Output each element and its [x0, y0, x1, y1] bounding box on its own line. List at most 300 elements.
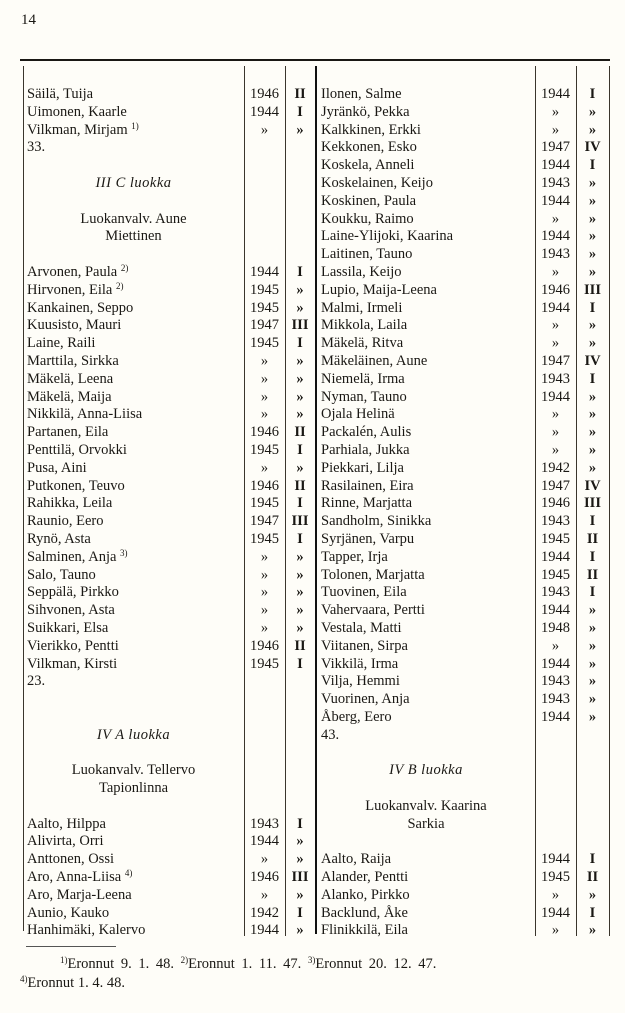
student-name-text: Mäkelä, Maija: [27, 388, 112, 405]
class-level: »: [296, 406, 304, 423]
student-name: [321, 175, 433, 193]
birth-year: »: [260, 886, 269, 903]
class-teacher-text: Luokanvalv. Tellervo: [71, 762, 196, 779]
student-name: [27, 442, 127, 460]
birth-year: 1946: [250, 637, 279, 654]
class-heading-text: IV A luokka: [96, 726, 171, 743]
class-count: [23, 139, 315, 157]
birth-year: 1947: [250, 513, 279, 530]
student-row: [23, 442, 315, 460]
student-name: [321, 887, 410, 905]
student-name-text: Niemelä, Irma: [321, 370, 405, 387]
student-name: [321, 869, 408, 887]
birth-year: 1943: [541, 673, 570, 690]
class-teacher: [317, 816, 610, 834]
student-row: [317, 335, 610, 353]
class-level: I: [589, 86, 596, 102]
class-level: II: [294, 86, 306, 102]
student-name-text: Hirvonen, Eila: [27, 281, 113, 298]
birth-year: 1942: [541, 459, 570, 476]
student-name: [27, 317, 121, 335]
student-name: [321, 531, 414, 549]
student-name-text: Alivirta, Orri: [27, 833, 104, 850]
student-name-text: Rynö, Asta: [27, 530, 91, 547]
birth-year: 1945: [250, 281, 279, 298]
count-text: 33.: [27, 139, 46, 156]
birth-year: 1946: [250, 86, 279, 102]
class-level: »: [296, 352, 304, 369]
footnote-text: Eronnut 9. 1. 48.: [67, 956, 174, 972]
birth-year: 1943: [541, 513, 570, 530]
birth-year: 1945: [250, 335, 279, 352]
left-column: [23, 86, 315, 940]
footnote-line-1: [20, 955, 620, 974]
student-name-text: Koskinen, Paula: [321, 192, 417, 209]
class-level: »: [588, 673, 597, 690]
student-row: [23, 478, 315, 496]
student-row: [317, 460, 610, 478]
class-level: »: [588, 406, 597, 423]
student-row: [23, 460, 315, 478]
class-level: »: [296, 602, 304, 619]
blank-row: [23, 709, 315, 727]
blank-row: [23, 193, 315, 211]
student-name: [321, 691, 410, 709]
student-row: [317, 371, 610, 389]
student-name: [27, 905, 109, 923]
student-name: [321, 424, 411, 442]
student-name: [321, 549, 388, 567]
birth-year: »: [260, 851, 269, 868]
student-name-text: Seppälä, Pirkko: [27, 584, 119, 601]
student-row: [23, 620, 315, 638]
student-row: [317, 122, 610, 140]
student-name: [321, 478, 414, 496]
birth-year: »: [551, 424, 560, 441]
class-level: »: [588, 121, 597, 138]
class-level: I: [297, 655, 303, 672]
student-row: [317, 549, 610, 567]
class-teacher-text: Miettinen: [105, 228, 162, 245]
student-row: [317, 157, 610, 175]
footnote-marker: 3): [120, 547, 128, 558]
footnote: [20, 975, 125, 991]
birth-year: 1944: [541, 86, 570, 102]
student-name: [27, 833, 104, 851]
class-heading: [317, 762, 610, 780]
student-row: [317, 922, 610, 940]
student-row: [23, 531, 315, 549]
student-row: [23, 389, 315, 407]
student-name-text: Vuorinen, Anja: [321, 691, 410, 708]
student-name: [27, 86, 93, 104]
student-name: [27, 353, 119, 371]
class-level: »: [296, 459, 304, 476]
footnote-marker: 2): [116, 280, 124, 291]
birth-year: 1944: [541, 851, 570, 868]
birth-year: »: [551, 886, 560, 903]
class-level: »: [296, 566, 304, 583]
birth-year: »: [260, 459, 269, 476]
class-level: IV: [584, 477, 601, 494]
birth-year: 1948: [541, 619, 570, 636]
student-row: [317, 246, 610, 264]
birth-year: »: [260, 352, 269, 369]
student-name-text: Säilä, Tuija: [27, 86, 94, 102]
student-row: [317, 389, 610, 407]
student-row: [317, 531, 610, 549]
student-name: [27, 567, 96, 585]
student-row: [23, 335, 315, 353]
class-level: »: [588, 246, 597, 263]
student-row: [23, 567, 315, 585]
student-row: [23, 353, 315, 371]
student-name-text: Vilkman, Mirjam: [27, 121, 128, 138]
birth-year: 1943: [250, 815, 279, 832]
student-row: [317, 478, 610, 496]
student-name-text: Åberg, Eero: [321, 708, 392, 725]
student-row: [317, 602, 610, 620]
class-level: II: [294, 477, 306, 494]
class-level: »: [588, 210, 597, 227]
class-level: »: [296, 548, 304, 565]
class-teacher-text: Luokanvalv. Kaarina: [365, 797, 487, 814]
birth-year: »: [551, 210, 560, 227]
student-name-text: Laitinen, Tauno: [321, 246, 413, 263]
birth-year: 1945: [250, 299, 279, 316]
class-level: »: [588, 192, 597, 209]
student-row: [317, 86, 610, 104]
student-name-text: Vierikko, Pentti: [27, 637, 119, 654]
student-name: [321, 193, 416, 211]
student-name-text: Kalkkinen, Erkki: [321, 121, 421, 138]
class-level: »: [296, 299, 304, 316]
class-heading-text: IV B luokka: [389, 762, 463, 779]
class-level: I: [297, 815, 303, 832]
class-level: II: [586, 869, 599, 886]
student-name-text: Jyränkö, Pekka: [321, 103, 410, 120]
birth-year: »: [551, 441, 560, 458]
student-name-text: Marttila, Sirkka: [27, 352, 119, 369]
student-row: [317, 869, 610, 887]
class-level: »: [296, 281, 304, 298]
birth-year: 1944: [250, 833, 279, 850]
class-level: »: [588, 619, 597, 636]
student-name-text: Ilonen, Salme: [321, 86, 402, 102]
birth-year: 1944: [541, 708, 570, 725]
student-name-text: Koukku, Raimo: [321, 210, 414, 227]
student-row: [317, 887, 610, 905]
student-row: [317, 406, 610, 424]
class-level: I: [589, 157, 596, 174]
student-name: [321, 620, 402, 638]
student-row: [23, 282, 315, 300]
student-name: [27, 887, 132, 905]
footnote-rule: [26, 946, 116, 947]
class-level: IV: [584, 352, 601, 369]
class-level: III: [584, 281, 601, 298]
student-name: [321, 442, 410, 460]
class-level: »: [296, 121, 304, 138]
class-level: »: [588, 655, 597, 672]
student-name-text: Suikkari, Elsa: [27, 619, 109, 636]
class-level: »: [296, 370, 304, 387]
student-name: [27, 389, 112, 407]
student-row: [23, 905, 315, 923]
blank-row: [317, 744, 610, 762]
class-level: IV: [584, 139, 601, 156]
student-name-text: Flinikkilä, Eila: [321, 922, 408, 939]
student-name-text: Vahervaara, Pertti: [321, 602, 425, 619]
student-name-text: Vilkman, Kirsti: [27, 655, 118, 672]
birth-year: 1944: [541, 388, 570, 405]
student-row: [317, 264, 610, 282]
birth-year: »: [551, 263, 560, 280]
class-teacher-text: Sarkia: [407, 815, 445, 832]
student-row: [23, 602, 315, 620]
student-name: [27, 264, 128, 282]
class-level: »: [296, 584, 304, 601]
class-level: III: [291, 317, 309, 334]
footnote-marker: 2): [120, 262, 129, 273]
student-row: [23, 922, 315, 940]
birth-year: 1943: [541, 174, 570, 191]
class-level: »: [588, 317, 597, 334]
student-name: [321, 673, 400, 691]
student-name: [321, 709, 392, 727]
class-level: I: [589, 904, 596, 921]
student-name-text: Piekkari, Lilja: [321, 459, 404, 476]
class-count: [317, 727, 610, 745]
footnote-text: Eronnut 1. 4. 48.: [27, 975, 125, 991]
student-row: [317, 282, 610, 300]
student-row: [23, 300, 315, 318]
blank-row: [23, 246, 315, 264]
footnote-marker: 3): [307, 955, 316, 965]
student-row: [317, 104, 610, 122]
student-name-text: Hanhimäki, Kalervo: [27, 922, 146, 939]
student-name-text: Koskelainen, Keijo: [321, 174, 433, 191]
student-name-text: Arvonen, Paula: [27, 263, 118, 280]
footnote-marker: 1): [60, 955, 68, 965]
birth-year: »: [260, 406, 269, 423]
class-level: »: [588, 637, 597, 654]
student-name: [321, 335, 403, 353]
class-heading: [23, 727, 315, 745]
class-teacher-text: Tapionlinna: [98, 780, 169, 797]
student-name: [27, 122, 139, 140]
student-name-text: Salminen, Anja: [27, 548, 117, 565]
student-name: [27, 406, 142, 424]
class-level: I: [589, 370, 596, 387]
student-name: [321, 353, 427, 371]
student-name: [27, 584, 119, 602]
birth-year: 1942: [250, 904, 279, 921]
birth-year: 1943: [541, 584, 570, 601]
student-row: [317, 673, 610, 691]
birth-year: 1946: [250, 424, 279, 441]
birth-year: »: [260, 584, 269, 601]
student-name-text: Tuovinen, Eila: [321, 584, 407, 601]
student-name-text: Nyman, Tauno: [321, 388, 407, 405]
student-name-text: Putkonen, Teuvo: [27, 477, 125, 494]
birth-year: 1945: [250, 655, 279, 672]
blank-row: [23, 691, 315, 709]
birth-year: 1944: [541, 548, 570, 565]
birth-year: 1943: [541, 246, 570, 263]
blank-row: [23, 798, 315, 816]
birth-year: »: [551, 406, 560, 423]
birth-year: »: [551, 922, 560, 939]
class-level: I: [297, 530, 303, 547]
student-name: [321, 513, 431, 531]
birth-year: 1947: [541, 352, 570, 369]
footnote: [60, 956, 174, 972]
class-level: I: [589, 299, 596, 316]
student-row: [317, 513, 610, 531]
student-name: [321, 139, 417, 157]
student-name-text: Aunio, Kauko: [27, 904, 110, 921]
student-name-text: Alander, Pentti: [321, 869, 409, 886]
birth-year: 1945: [250, 495, 279, 512]
student-name: [27, 424, 108, 442]
class-level: I: [297, 495, 303, 512]
student-name-text: Rinne, Marjatta: [321, 495, 413, 512]
birth-year: 1943: [541, 691, 570, 708]
student-name: [321, 851, 391, 869]
birth-year: 1945: [541, 566, 570, 583]
student-name: [27, 816, 106, 834]
student-name: [27, 371, 113, 389]
class-level: »: [296, 922, 304, 939]
class-count: [23, 673, 315, 691]
class-level: I: [589, 513, 596, 530]
class-level: »: [588, 691, 597, 708]
class-teacher: [23, 211, 315, 229]
footnote-text: Eronnut 20. 12. 47.: [315, 956, 437, 972]
student-name-text: Rasilainen, Eira: [321, 477, 414, 494]
right-column: [317, 86, 610, 940]
class-level: »: [296, 886, 304, 903]
class-level: »: [588, 335, 597, 352]
birth-year: »: [260, 619, 269, 636]
class-level: »: [588, 708, 597, 725]
student-name-text: Mäkeläinen, Aune: [321, 352, 428, 369]
class-teacher: [317, 798, 610, 816]
student-name-text: Tolonen, Marjatta: [321, 566, 425, 583]
student-row: [317, 691, 610, 709]
student-name-text: Aro, Marja-Leena: [27, 886, 132, 903]
student-name-text: Tapper, Irja: [321, 548, 388, 565]
student-row: [23, 833, 315, 851]
student-name-text: Vikkilä, Irma: [321, 655, 399, 672]
birth-year: 1947: [250, 317, 279, 334]
student-name: [321, 317, 407, 335]
blank-row: [23, 157, 315, 175]
student-name-text: Backlund, Åke: [321, 904, 408, 921]
footnote-text: Eronnut 1. 11. 47.: [188, 956, 302, 972]
student-name: [27, 549, 128, 567]
student-name-text: Vilja, Hemmi: [321, 673, 400, 690]
footnote-marker: 4): [20, 974, 28, 984]
student-name-text: Ojala Helinä: [321, 406, 395, 423]
student-name: [321, 905, 408, 923]
class-level: »: [588, 886, 597, 903]
student-name: [27, 335, 95, 353]
student-row: [317, 495, 610, 513]
birth-year: 1945: [250, 441, 279, 458]
student-name: [321, 122, 421, 140]
student-name-text: Kankainen, Seppo: [27, 299, 134, 316]
birth-year: »: [260, 388, 269, 405]
class-level: I: [297, 263, 303, 280]
student-name-text: Aro, Anna-Liisa: [27, 869, 122, 886]
student-name-text: Rahikka, Leila: [27, 495, 113, 512]
student-row: [317, 656, 610, 674]
student-name-text: Laine, Raili: [27, 335, 96, 352]
student-name-text: Aalto, Raija: [321, 851, 392, 868]
student-name: [321, 922, 408, 940]
footnote: [181, 956, 302, 972]
student-row: [317, 709, 610, 727]
student-row: [317, 584, 610, 602]
birth-year: 1946: [250, 477, 279, 494]
student-name-text: Lassila, Keijo: [321, 263, 402, 280]
class-level: I: [297, 335, 303, 352]
class-teacher: [23, 228, 315, 246]
student-name: [321, 656, 398, 674]
count-text: 43.: [321, 726, 340, 743]
class-level: »: [296, 388, 304, 405]
student-row: [23, 656, 315, 674]
student-row: [317, 193, 610, 211]
student-row: [317, 175, 610, 193]
student-name-text: Mäkelä, Ritva: [321, 335, 404, 352]
student-row: [317, 567, 610, 585]
student-name-text: Vestala, Matti: [321, 619, 402, 636]
class-level: II: [586, 530, 599, 547]
class-teacher: [23, 780, 315, 798]
student-row: [23, 887, 315, 905]
class-level: I: [589, 584, 596, 601]
student-name-text: Laine-Ylijoki, Kaarina: [321, 228, 454, 245]
student-row: [23, 264, 315, 282]
student-name: [27, 513, 104, 531]
blank-row: [317, 833, 610, 851]
birth-year: 1944: [541, 228, 570, 245]
class-teacher-text: Luokanvalv. Aune: [80, 210, 187, 227]
student-row: [23, 122, 315, 140]
class-teacher: [23, 762, 315, 780]
class-level: »: [588, 228, 597, 245]
class-level: »: [588, 174, 597, 191]
birth-year: 1946: [541, 495, 570, 512]
student-name: [321, 282, 437, 300]
student-name: [321, 228, 453, 246]
class-level: II: [586, 566, 599, 583]
student-name-text: Raunio, Eero: [27, 513, 104, 530]
class-level: »: [588, 922, 597, 939]
student-name: [321, 495, 412, 513]
student-row: [23, 851, 315, 869]
student-name: [27, 922, 145, 940]
class-level: III: [584, 495, 601, 512]
student-name: [27, 851, 114, 869]
student-name: [321, 264, 402, 282]
student-name: [27, 620, 108, 638]
student-name-text: Alanko, Pirkko: [321, 886, 410, 903]
birth-year: 1944: [541, 602, 570, 619]
